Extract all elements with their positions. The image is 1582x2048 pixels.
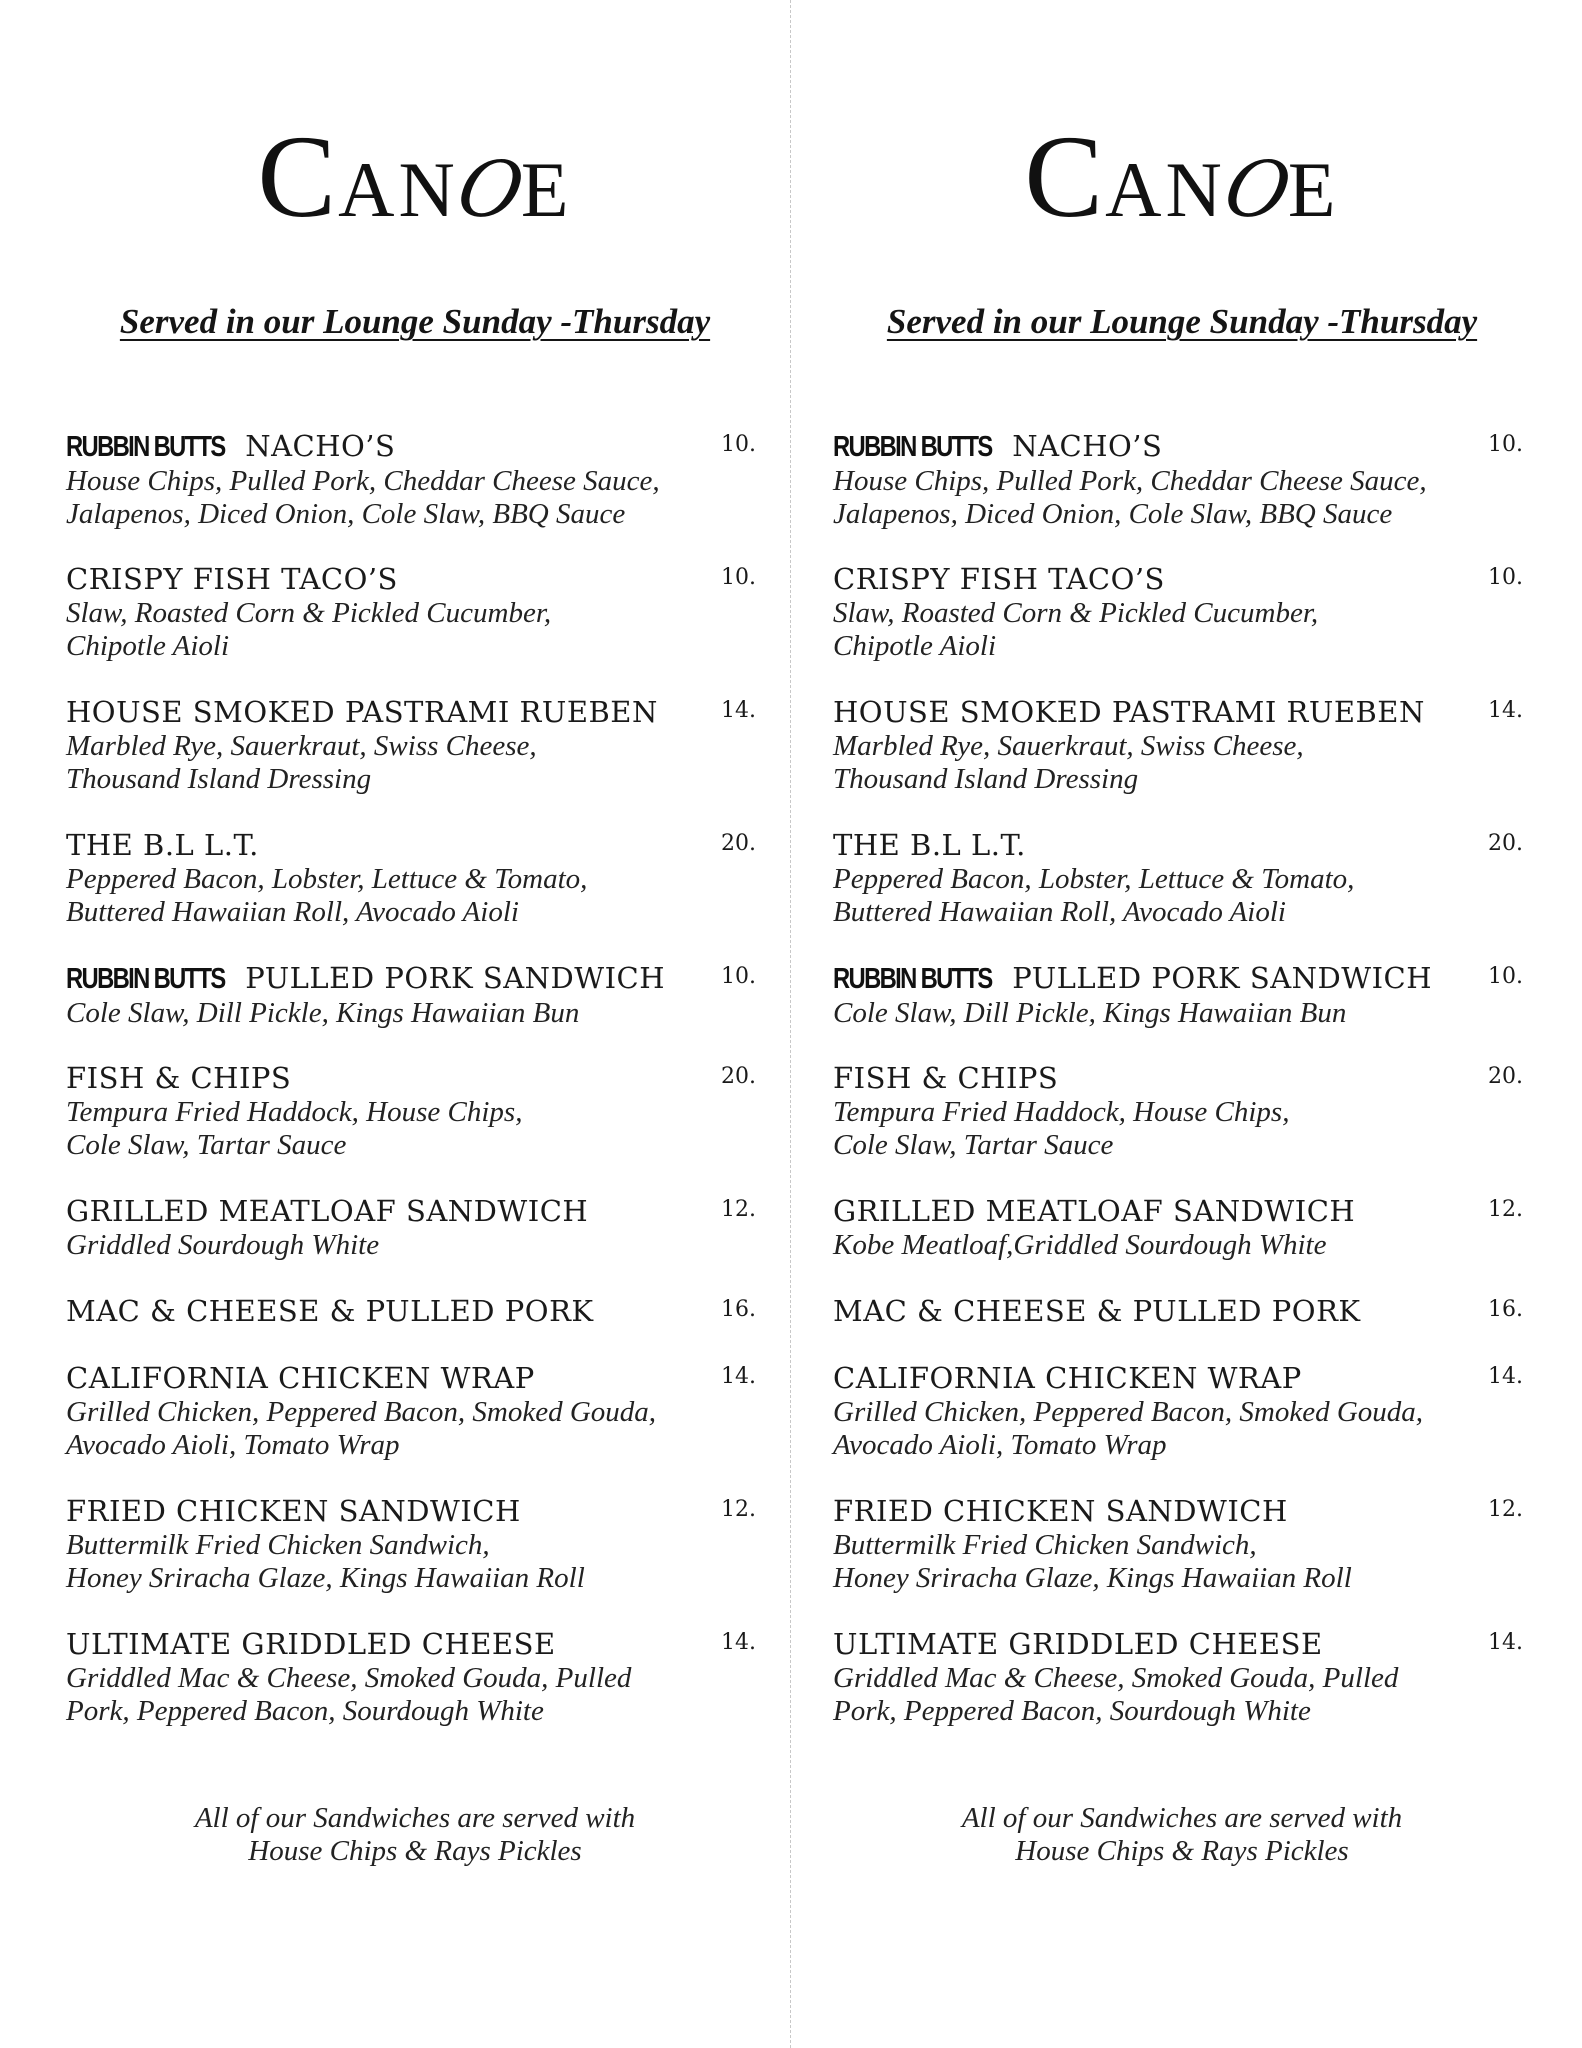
- menu-item-fish-and-chips: [66, 1060, 756, 1193]
- menu-item-blt: [833, 827, 1523, 960]
- menu-item-nachos: [66, 428, 756, 561]
- menu-item-price: 10.: [1488, 432, 1523, 457]
- menu-subtitle: Served in our Lounge Sunday -Thursday: [119, 302, 711, 341]
- logo-letter-c: C: [257, 111, 339, 242]
- menu-item-price: 16.: [721, 1297, 756, 1322]
- logo-letter-e: E: [1287, 146, 1340, 233]
- menu-item-price: 10.: [721, 565, 756, 590]
- menu-item-name: MAC & CHEESE & PULLED PORK: [833, 1294, 1361, 1328]
- menu-item-pulled-pork-sandwich: [833, 960, 1523, 1060]
- menu-item-name: HOUSE SMOKED PASTRAMI RUEBEN: [66, 695, 658, 729]
- menu-item-description: Peppered Bacon, Lobster, Lettuce & Tomato, Buttered Hawaiian Roll, Avocado Aioli: [66, 863, 588, 928]
- menu-item-price: 14.: [1488, 1630, 1523, 1655]
- menu-item-name: MAC & CHEESE & PULLED PORK: [66, 1294, 594, 1328]
- menu-item-description: Slaw, Roasted Corn & Pickled Cucumber, Chipotle Aioli: [833, 597, 1319, 662]
- menu-item-name: HOUSE SMOKED PASTRAMI RUEBEN: [833, 695, 1425, 729]
- menu-item-price: 14.: [721, 1630, 756, 1655]
- menu-item-meatloaf-sandwich: [66, 1193, 756, 1293]
- menu-footer-note: All of our Sandwiches are served with House Chips & Rays Pickles: [961, 1802, 1403, 1867]
- menu-item-name: GRILLED MEATLOAF SANDWICH: [833, 1194, 1356, 1228]
- menu-item-name: FRIED CHICKEN SANDWICH: [833, 1494, 1288, 1528]
- logo-letter-o: O: [1215, 139, 1299, 235]
- menu-panel-right: [767, 0, 1557, 2048]
- menu-item-description: Tempura Fried Haddock, House Chips, Cole Slaw, Tartar Sauce: [833, 1096, 1290, 1161]
- menu-item-description: Slaw, Roasted Corn & Pickled Cucumber, Chipotle Aioli: [66, 597, 552, 662]
- menu-item-title: [66, 428, 756, 465]
- menu-item-price: 14.: [721, 698, 756, 723]
- menu-item-pulled-pork-sandwich: [66, 960, 756, 1060]
- menu-item-mac-and-cheese: [66, 1293, 756, 1360]
- menu-item-mac-and-cheese: [833, 1293, 1523, 1360]
- menu-item-griddled-cheese: [833, 1626, 1523, 1759]
- menu-item-description: Buttermilk Fried Chicken Sandwich, Honey Sriracha Glaze, Kings Hawaiian Roll: [66, 1529, 585, 1594]
- menu-item-blt: [66, 827, 756, 960]
- menu-item-price: 20.: [1488, 1064, 1523, 1089]
- menu-item-nachos: [833, 428, 1523, 561]
- logo-letter-c: C: [1024, 111, 1106, 242]
- menu-item-name: PULLED PORK SANDWICH: [1012, 961, 1432, 995]
- menu-item-price: 12.: [1488, 1497, 1523, 1522]
- menu-item-price: 12.: [721, 1197, 756, 1222]
- menu-item-name: CALIFORNIA CHICKEN WRAP: [66, 1361, 535, 1395]
- menu-item-description: Peppered Bacon, Lobster, Lettuce & Tomato, Buttered Hawaiian Roll, Avocado Aioli: [833, 863, 1355, 928]
- menu-item-description: Kobe Meatloaf,Griddled Sourdough White: [833, 1229, 1327, 1261]
- menu-item-description: Cole Slaw, Dill Pickle, Kings Hawaiian Bun: [833, 997, 1347, 1029]
- menu-item-name: FISH & CHIPS: [833, 1061, 1059, 1095]
- menu-item-description: Buttermilk Fried Chicken Sandwich, Honey Sriracha Glaze, Kings Hawaiian Roll: [833, 1529, 1352, 1594]
- menu-item-chicken-wrap: [66, 1360, 756, 1493]
- menu-item-name: THE B.L L.T.: [833, 828, 1026, 862]
- menu-item-name: ULTIMATE GRIDDLED CHEESE: [66, 1627, 556, 1661]
- menu-item-description: Cole Slaw, Dill Pickle, Kings Hawaiian Bun: [66, 997, 580, 1029]
- menu-item-griddled-cheese: [66, 1626, 756, 1759]
- menu-item-price: 20.: [1488, 831, 1523, 856]
- menu-item-description: Tempura Fried Haddock, House Chips, Cole Slaw, Tartar Sauce: [66, 1096, 523, 1161]
- menu-item-price: 10.: [721, 964, 756, 989]
- menu-item-name: THE B.L L.T.: [66, 828, 259, 862]
- brand-label: RUBBIN BUTTS: [66, 963, 225, 995]
- menu-item-description: Grilled Chicken, Peppered Bacon, Smoked Gouda, Avocado Aioli, Tomato Wrap: [833, 1396, 1424, 1461]
- menu-item-price: 20.: [721, 831, 756, 856]
- canoe-logo: [0, 111, 830, 242]
- menu-item-price: 20.: [721, 1064, 756, 1089]
- menu-item-description: House Chips, Pulled Pork, Cheddar Cheese Sauce, Jalapenos, Diced Onion, Cole Slaw, BBQ Sauce: [833, 465, 1427, 530]
- menu-item-description: Marbled Rye, Sauerkraut, Swiss Cheese, Thousand Island Dressing: [66, 730, 537, 795]
- brand-label: RUBBIN BUTTS: [833, 963, 992, 995]
- menu-item-description: House Chips, Pulled Pork, Cheddar Cheese Sauce, Jalapenos, Diced Onion, Cole Slaw, BBQ Sauce: [66, 465, 660, 530]
- menu-items-list: [833, 428, 1523, 1759]
- menu-item-name: GRILLED MEATLOAF SANDWICH: [66, 1194, 589, 1228]
- menu-item-pastrami-rueben: [833, 694, 1523, 827]
- menu-item-price: 10.: [721, 432, 756, 457]
- menu-item-fish-tacos: [66, 561, 756, 694]
- menu-item-price: 14.: [1488, 698, 1523, 723]
- menu-item-price: 16.: [1488, 1297, 1523, 1322]
- menu-item-price: 12.: [721, 1497, 756, 1522]
- menu-item-name: NACHO’S: [245, 429, 396, 463]
- menu-item-title: [66, 960, 756, 997]
- menu-items-list: [66, 428, 756, 1759]
- menu-item-price: 12.: [1488, 1197, 1523, 1222]
- menu-item-price: 14.: [721, 1364, 756, 1389]
- menu-item-name: FISH & CHIPS: [66, 1061, 292, 1095]
- brand-label: RUBBIN BUTTS: [66, 431, 225, 463]
- menu-item-name: PULLED PORK SANDWICH: [245, 961, 665, 995]
- canoe-logo: [767, 111, 1582, 242]
- logo-letter-e: E: [520, 146, 573, 233]
- menu-item-name: ULTIMATE GRIDDLED CHEESE: [833, 1627, 1323, 1661]
- brand-label: RUBBIN BUTTS: [833, 431, 992, 463]
- menu-item-description: Griddled Mac & Cheese, Smoked Gouda, Pulled Pork, Peppered Bacon, Sourdough White: [833, 1662, 1399, 1727]
- menu-subtitle: Served in our Lounge Sunday -Thursday: [886, 302, 1478, 341]
- menu-item-description: Marbled Rye, Sauerkraut, Swiss Cheese, Thousand Island Dressing: [833, 730, 1304, 795]
- menu-item-name: CALIFORNIA CHICKEN WRAP: [833, 1361, 1302, 1395]
- logo-letters-an: AN: [338, 146, 459, 233]
- menu-footer-note: All of our Sandwiches are served with House Chips & Rays Pickles: [194, 1802, 636, 1867]
- menu-item-chicken-wrap: [833, 1360, 1523, 1493]
- menu-item-name: CRISPY FISH TACO’S: [66, 562, 398, 596]
- menu-item-fish-tacos: [833, 561, 1523, 694]
- menu-item-fried-chicken-sandwich: [66, 1493, 756, 1626]
- menu-item-description: Grilled Chicken, Peppered Bacon, Smoked Gouda, Avocado Aioli, Tomato Wrap: [66, 1396, 657, 1461]
- menu-item-name: FRIED CHICKEN SANDWICH: [66, 1494, 521, 1528]
- logo-letters-an: AN: [1105, 146, 1226, 233]
- menu-item-price: 14.: [1488, 1364, 1523, 1389]
- menu-item-title: [833, 428, 1523, 465]
- menu-item-fried-chicken-sandwich: [833, 1493, 1523, 1626]
- menu-item-price: 10.: [1488, 565, 1523, 590]
- menu-item-pastrami-rueben: [66, 694, 756, 827]
- menu-item-title: [833, 960, 1523, 997]
- menu-item-name: NACHO’S: [1012, 429, 1163, 463]
- menu-item-description: Griddled Sourdough White: [66, 1229, 380, 1261]
- menu-item-name: CRISPY FISH TACO’S: [833, 562, 1165, 596]
- menu-item-description: Griddled Mac & Cheese, Smoked Gouda, Pulled Pork, Peppered Bacon, Sourdough White: [66, 1662, 632, 1727]
- menu-item-meatloaf-sandwich: [833, 1193, 1523, 1293]
- logo-letter-o: O: [448, 139, 532, 235]
- menu-item-price: 10.: [1488, 964, 1523, 989]
- menu-panel-left: [0, 0, 790, 2048]
- menu-item-fish-and-chips: [833, 1060, 1523, 1193]
